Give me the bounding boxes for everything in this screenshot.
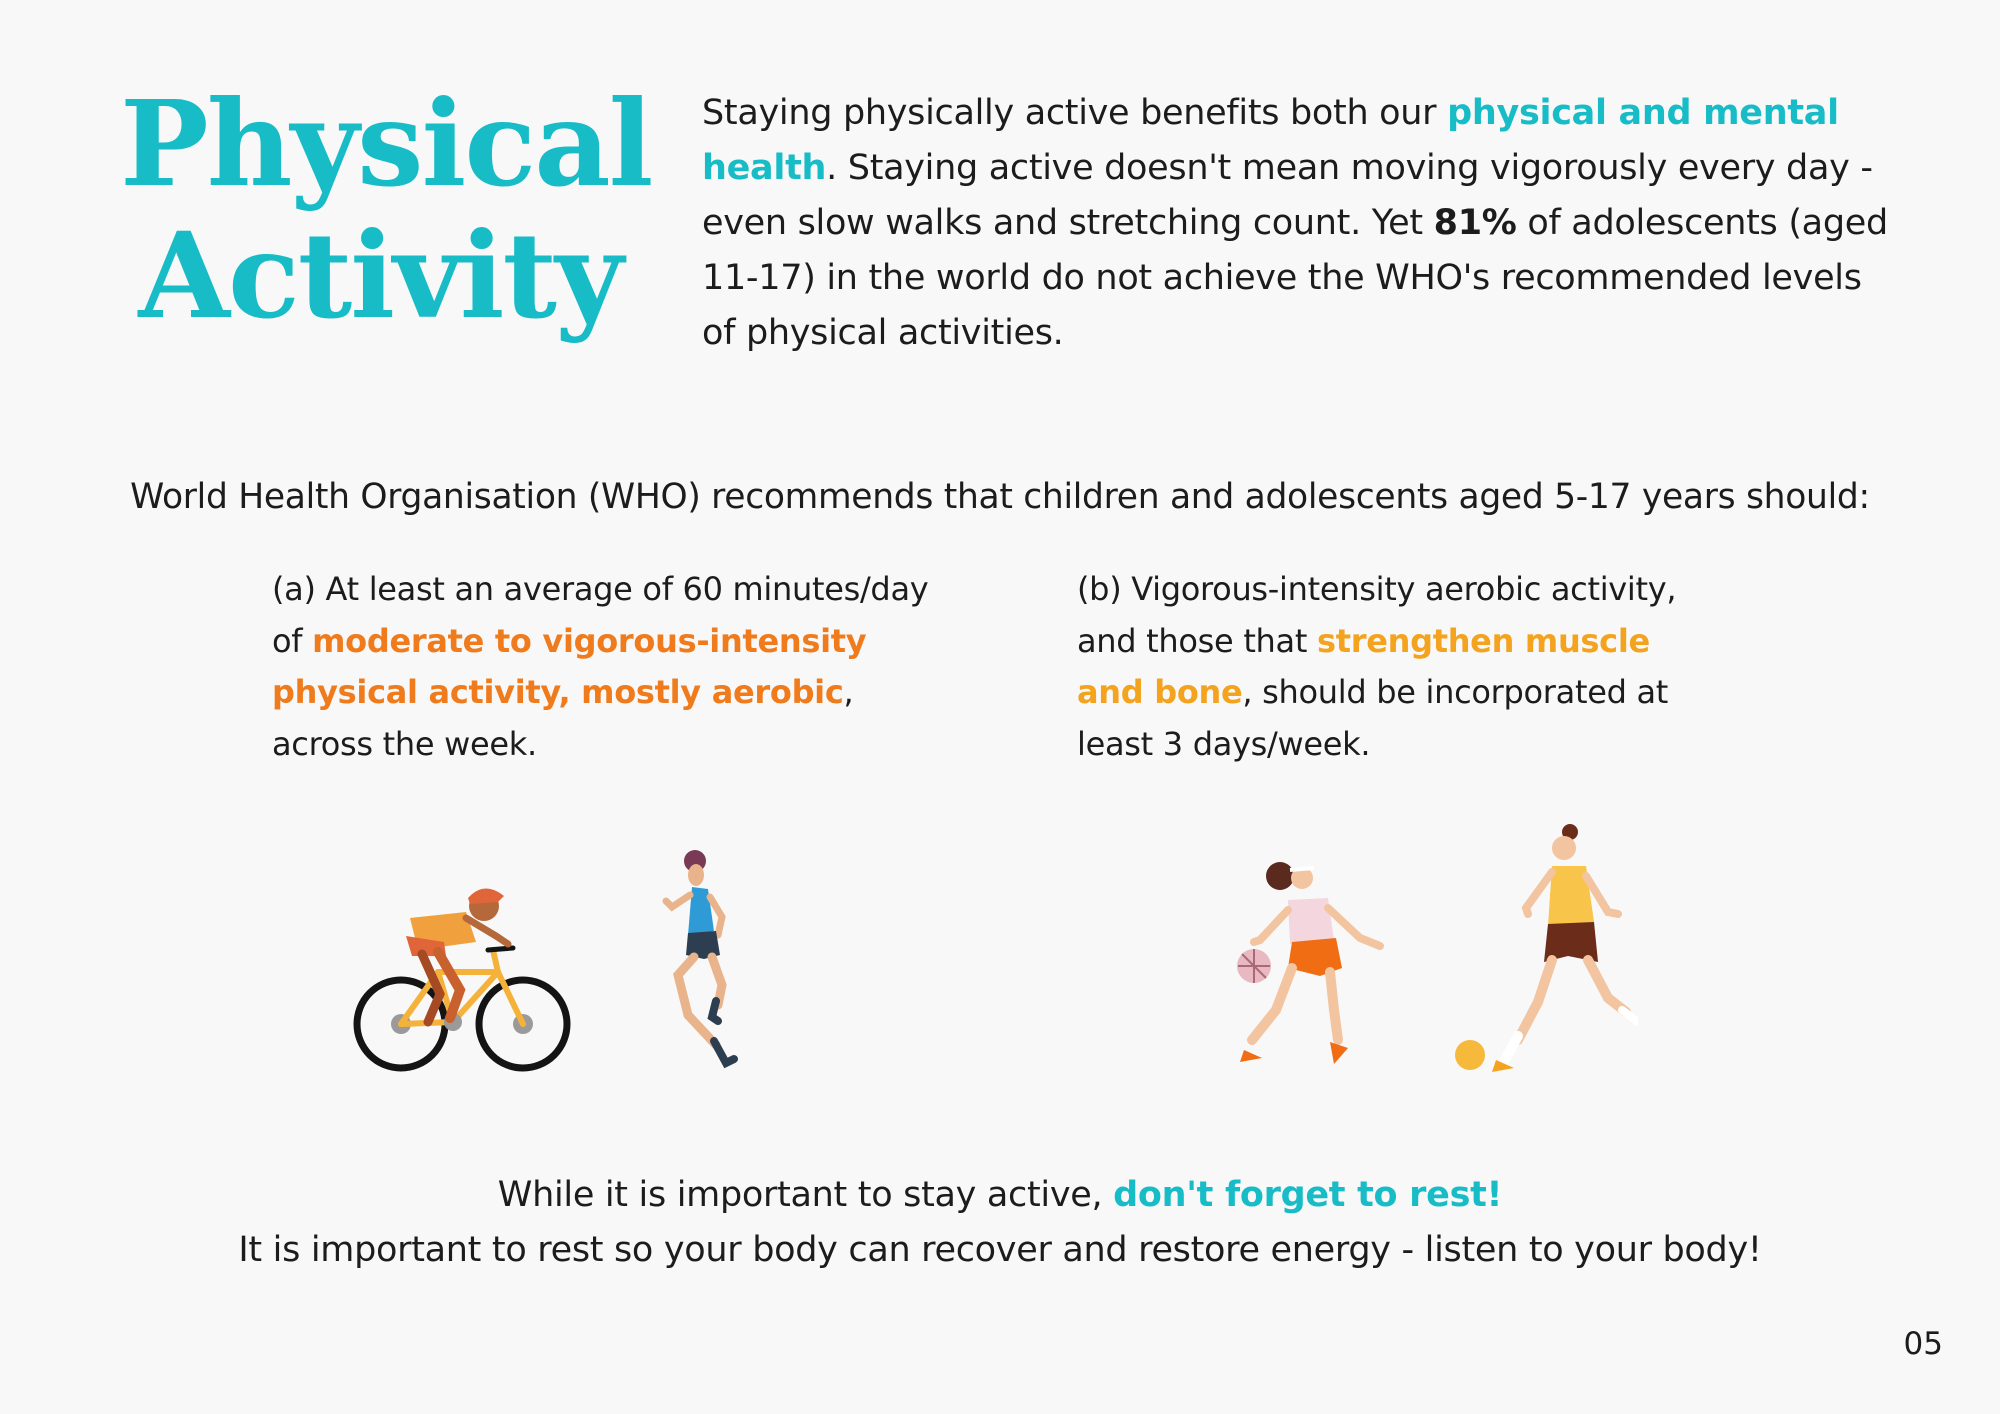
intro-text-2: . Staying active doesn't mean moving vigorously every day - even slow walks and stretching count. Yet xyxy=(702,148,1873,243)
intro-text-3: of adolescents (aged 11-17) in the world do not achieve the WHO's recommended levels of physical activities. xyxy=(702,203,1888,353)
cyclist-illustration xyxy=(348,872,580,1078)
rest-line-1-text: While it is important to stay active, xyxy=(497,1175,1114,1215)
recommendation-b-text: (b) Vigorous-intensity aerobic activity, and those that xyxy=(1077,570,1677,660)
runner-illustration xyxy=(660,845,780,1085)
title-line-1: Physical xyxy=(120,74,652,213)
recommendation-a-text: (a) At least an average of 60 minutes/day of xyxy=(272,570,929,660)
recommendation-a-text-end: , across the week. xyxy=(272,673,854,763)
page-number: 05 xyxy=(1903,1326,1943,1362)
title-line-2: Activity xyxy=(138,206,622,345)
intro-text-1: Staying physically active benefits both our xyxy=(702,93,1448,133)
intro-paragraph xyxy=(702,86,1902,361)
recommendation-a-highlight: moderate to vigorous-intensity physical activity, mostly aerobic xyxy=(272,621,867,711)
recommendation-b xyxy=(1077,564,1717,770)
page-title xyxy=(120,74,652,345)
recommendation-b-text-end: , should be incorporated at least 3 days/week. xyxy=(1077,673,1669,763)
rest-line-2: It is important to rest so your body can recover and restore energy - listen to your body! xyxy=(238,1230,1762,1270)
recommendation-b-highlight: strengthen muscle and bone xyxy=(1077,621,1650,711)
rest-message xyxy=(0,1168,2000,1278)
who-statement: World Health Organisation (WHO) recommends that children and adolescents aged 5-17 years should: xyxy=(130,477,1870,517)
soccer-player-illustration xyxy=(1448,822,1638,1102)
intro-highlight-health: physical and mental health xyxy=(702,93,1839,188)
intro-stat: 81% xyxy=(1433,203,1517,243)
rest-highlight: don't forget to rest! xyxy=(1113,1175,1503,1215)
recommendation-a xyxy=(272,564,932,770)
basketball-player-illustration xyxy=(1230,850,1420,1095)
